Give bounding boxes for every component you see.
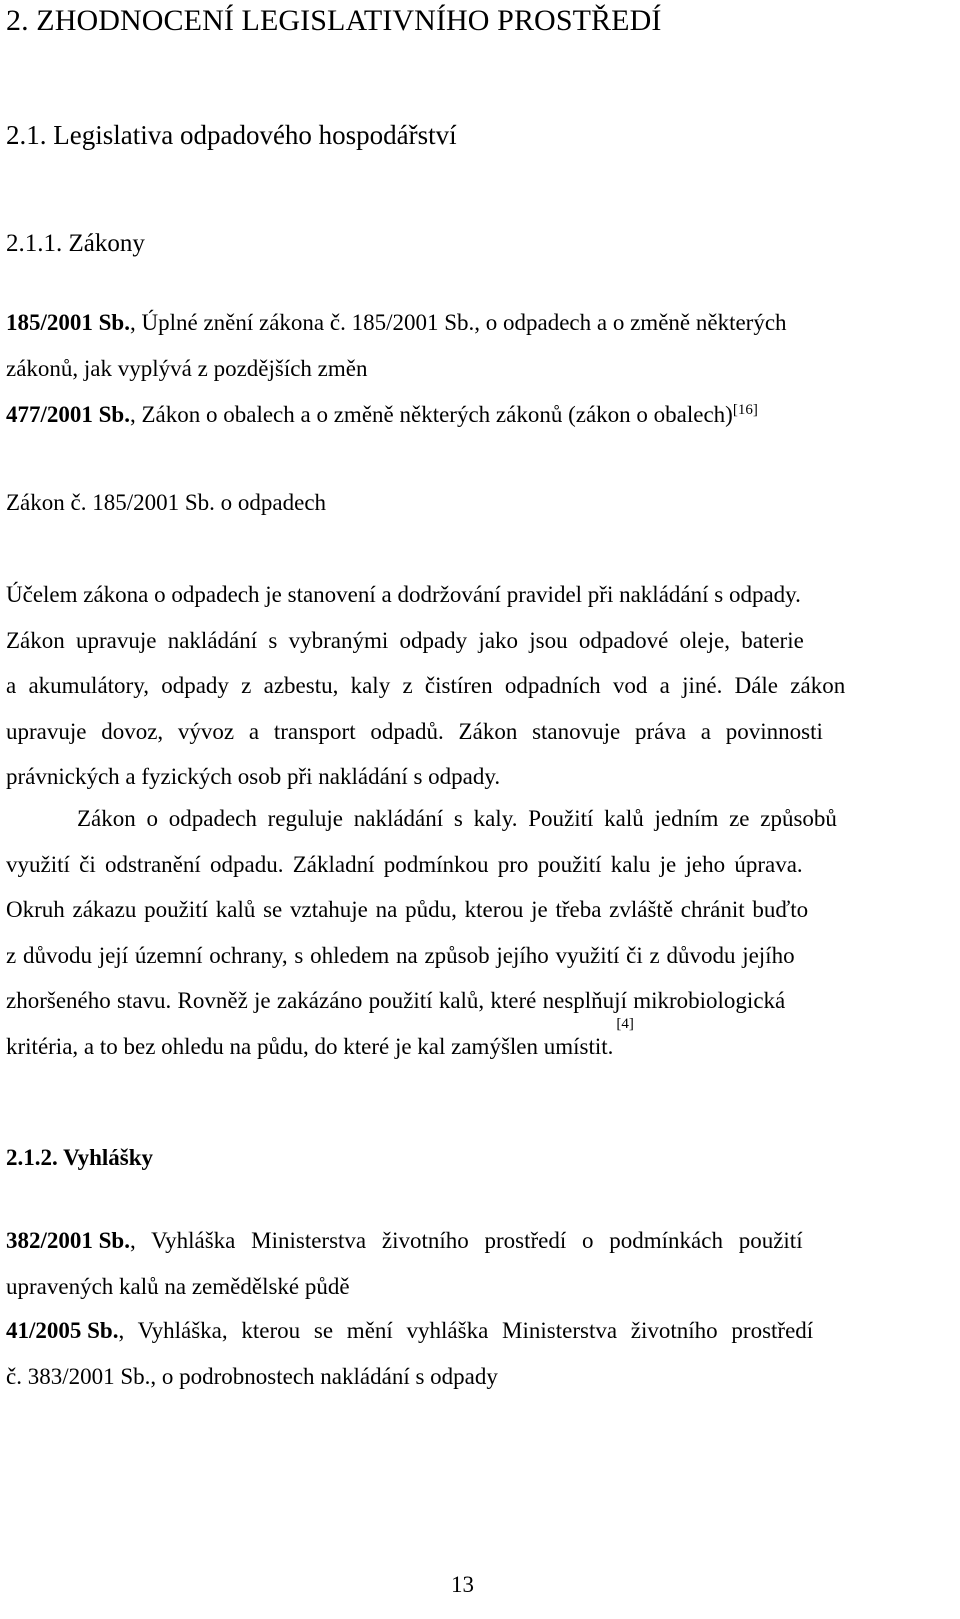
decree-description: , Vyhláška, kterou se mění vyhláška Ministerstva životního prostředí — [118, 1318, 814, 1343]
law-number: 185/2001 Sb. — [6, 310, 130, 335]
paragraph-line: právnických a fyzických osob při nakládání s odpady. — [6, 764, 501, 790]
law-entry-185-2001-cont — [6, 356, 368, 382]
decree-description: , Vyhláška Ministerstva životního prostředí o podmínkách použití — [129, 1228, 803, 1253]
paragraph-line: upravuje dovoz, vývoz a transport odpadů. Zákon stanovuje práva a povinnosti — [6, 718, 823, 744]
paragraph-line: Účelem zákona o odpadech je stanovení a dodržování pravidel při nakládání s odpady. — [6, 582, 801, 607]
decree-description-cont: č. 383/2001 Sb., o podrobnostech nakládání s odpady — [6, 1363, 498, 1389]
law-description: , Zákon o obalech a o změně některých zákonů (zákon o obalech) — [129, 402, 733, 427]
paragraph-line: Zákon upravuje nakládání s vybranými odpady jako jsou odpadové oleje, baterie — [6, 627, 804, 653]
page-number: 13 — [451, 1572, 474, 1597]
paragraph-line: Okruh zákazu použití kalů se vztahuje na půdu, kterou je třeba zvláště chránit buďto — [6, 897, 809, 923]
citation-ref: [16] — [732, 402, 758, 418]
law-entry-477-2001 — [6, 402, 758, 428]
decree-number: 41/2005 Sb. — [6, 1318, 119, 1343]
section-heading: 2.1. Legislativa odpadového hospodářství — [6, 120, 457, 150]
paragraph-line: zhoršeného stavu. Rovněž je zakázáno použití kalů, které nesplňují mikrobiologická — [6, 988, 786, 1014]
subsection-heading-vyhlasky: 2.1.2. Vyhlášky — [6, 1145, 154, 1170]
citation-ref: [4] — [616, 1015, 634, 1032]
decree-description-cont: upravených kalů na zemědělské půdě — [6, 1273, 350, 1299]
law-description-cont: zákonů, jak vyplývá z pozdějších změn — [6, 356, 368, 381]
document-page — [6, 0, 954, 1619]
subsection-heading-zakony: 2.1.1. Zákony — [6, 230, 145, 257]
paragraph-line: a akumulátory, odpady z azbestu, kaly z čistíren odpadních vod a jiné. Dále zákon — [6, 673, 846, 699]
law-number: 477/2001 Sb. — [6, 402, 130, 427]
law-section-title: Zákon č. 185/2001 Sb. o odpadech — [6, 490, 327, 515]
law-entry-185-2001 — [6, 310, 787, 336]
paragraph-line: Zákon o odpadech reguluje nakládání s kaly. Použití kalů jedním ze způsobů — [77, 806, 837, 831]
decree-entry-382-2001 — [6, 1218, 954, 1309]
paragraph-line: kritéria, a to bez ohledu na půdu, do které je kal zamýšlen umístit. [4] — [6, 1024, 954, 1070]
paragraph-line: z důvodu její územní ochrany, s ohledem na způsob jejího využití či z důvodu jejího — [6, 942, 795, 968]
paragraph-line: využití či odstranění odpadu. Základní podmínkou pro použití kalu je jeho úprava. — [6, 851, 803, 877]
law-description: , Úplné znění zákona č. 185/2001 Sb., o odpadech a o změně některých — [129, 310, 787, 335]
chapter-heading: 2. ZHODNOCENÍ LEGISLATIVNÍHO PROSTŘEDÍ — [6, 4, 662, 37]
paragraph-1 — [6, 572, 954, 800]
decree-number: 382/2001 Sb. — [6, 1228, 130, 1253]
decree-entry-41-2005 — [6, 1308, 954, 1399]
paragraph-2 — [6, 796, 954, 1070]
